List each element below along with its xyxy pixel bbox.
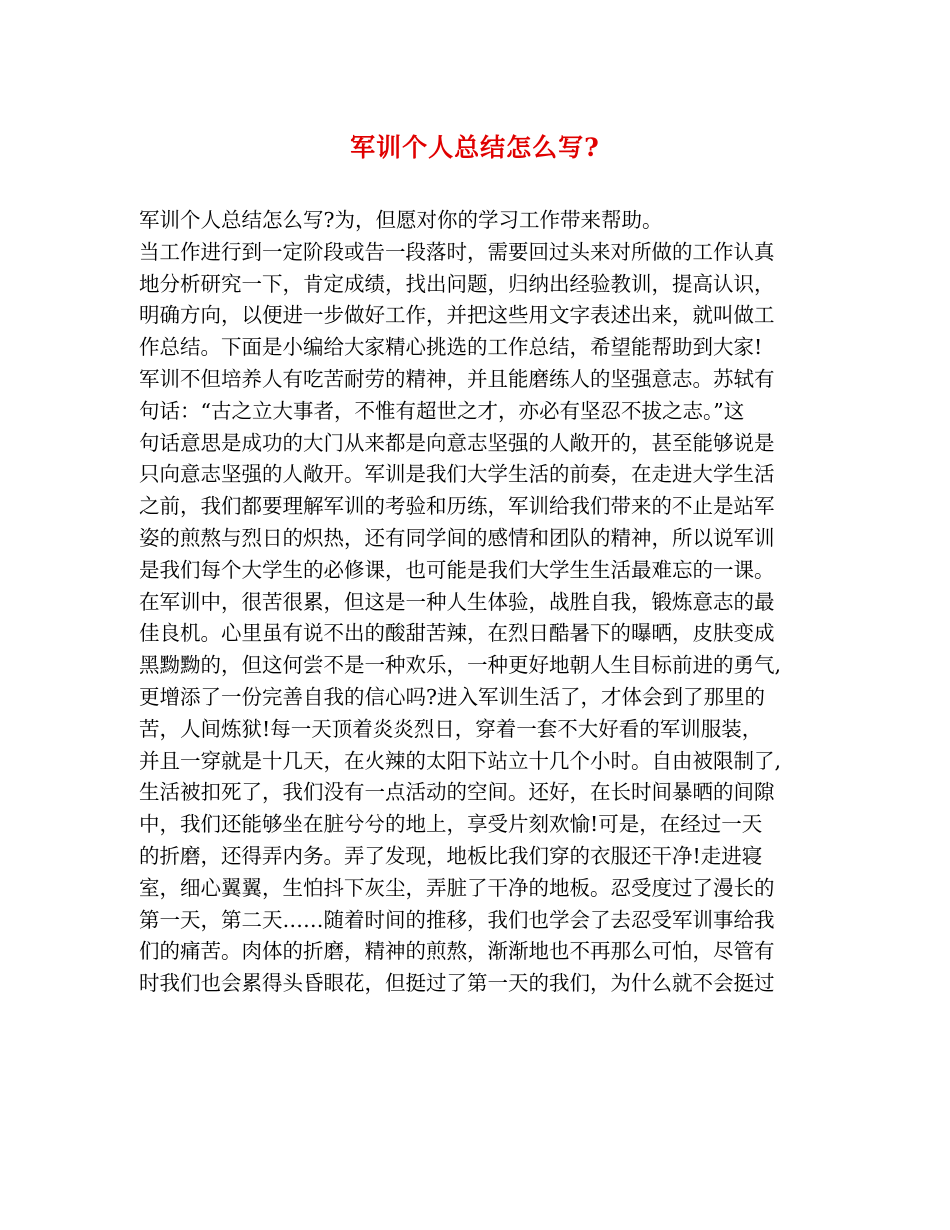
body-text-line: 在军训中，很苦很累，但这是一种人生体验，战胜自我，锻炼意志的最 [139, 589, 775, 614]
body-text-line: 并且一穿就是十几天，在火辣的太阳下站立十几个小时。自由被限制了, [139, 748, 782, 773]
body-text-line: 时我们也会累得头昏眼花，但挺过了第一天的我们，为什么就不会挺过 [139, 971, 775, 996]
body-text-line: 军训个人总结怎么写?为，但愿对你的学习工作带来帮助。 [139, 208, 663, 232]
body-text-line: 句话：“古之立大事者，不惟有超世之才，亦必有坚忍不拔之志。”这 [139, 398, 745, 423]
body-text-line: 中，我们还能够坐在脏兮兮的地上，享受片刻欢愉!可是，在经过一天 [139, 812, 763, 837]
body-text-line: 军训不但培养人有吃苦耐劳的精神，并且能磨练人的坚强意志。苏轼有 [139, 366, 775, 391]
body-text-line: 句话意思是成功的大门从来都是向意志坚强的人敞开的，甚至能够说是 [139, 430, 775, 455]
document-title: 军训个人总结怎么写? [350, 133, 600, 162]
body-text-line: 是我们每个大学生的必修课，也可能是我们大学生生活最难忘的一课。 [139, 557, 775, 582]
body-text-line: 们的痛苦。肉体的折磨，精神的煎熬，渐渐地也不再那么可怕，尽管有 [139, 939, 775, 964]
body-text-line: 生活被扣死了，我们没有一点活动的空间。还好，在长时间暴晒的间隙 [139, 780, 775, 805]
body-text-line: 当工作进行到一定阶段或告一段落时，需要回过头来对所做的工作认真 [139, 239, 775, 264]
body-text-line: 地分析研究一下，肯定成绩，找出问题，归纳出经验教训，提高认识， [139, 271, 775, 296]
body-text-line: 姿的煎熬与烈日的炽热，还有同学间的感情和团队的精神，所以说军训 [139, 525, 775, 550]
body-text-line: 室，细心翼翼，生怕抖下灰尘，弄脏了干净的地板。忍受度过了漫长的 [139, 875, 775, 900]
document-body [139, 205, 814, 1000]
body-text-line: 作总结。下面是小编给大家精心挑选的工作总结，希望能帮助到大家! [139, 335, 763, 360]
body-text-line: 佳良机。心里虽有说不出的酸甜苦辣，在烈日酷暑下的曝晒，皮肤变成 [139, 621, 775, 646]
body-text-line: 第一天，第二天……随着时间的推移，我们也学会了去忍受军训事给我 [139, 907, 775, 932]
body-text-line: 明确方向，以便进一步做好工作，并把这些用文字表述出来，就叫做工 [139, 303, 775, 328]
body-text-line: 黑黝黝的，但这何尝不是一种欢乐，一种更好地朝人生目标前进的勇气, [139, 653, 782, 678]
body-text-line: 苦，人间炼狱!每一天顶着炎炎烈日，穿着一套不大好看的军训服装， [139, 716, 763, 741]
body-text-line: 之前，我们都要理解军训的考验和历练，军训给我们带来的不止是站军 [139, 494, 775, 519]
body-text-line: 更增添了一份完善自我的信心吗?进入军训生活了，才体会到了那里的 [139, 684, 765, 709]
body-text-line: 只向意志坚强的人敞开。军训是我们大学生活的前奏，在走进大学生活 [139, 462, 775, 487]
body-text-line: 的折磨，还得弄内务。弄了发现，地板比我们穿的衣服还干净!走进寝 [139, 843, 763, 868]
